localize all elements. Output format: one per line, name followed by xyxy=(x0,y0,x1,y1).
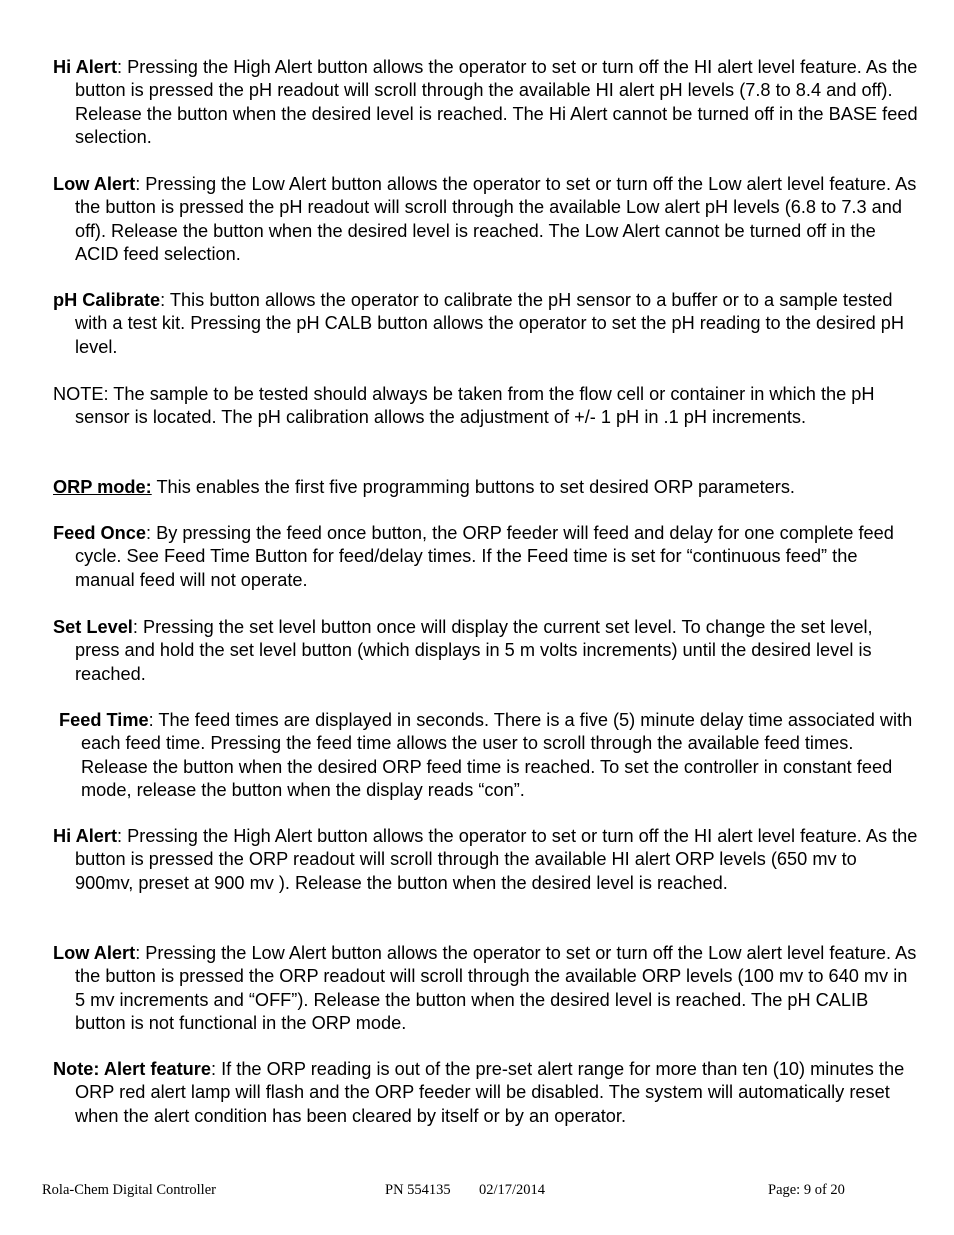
paragraph-text: Pressing the High Alert button allows the operator to set or turn off the HI alert level feature. As the button is pressed the ORP readout will scroll through the available HI alert ORP levels (650 mv to 900mv, preset at 900 mv ). Release the button when the desired level is reached. xyxy=(75,826,918,893)
feed-time-paragraph xyxy=(59,709,920,802)
term-separator: : xyxy=(135,174,146,194)
orp-mode-paragraph xyxy=(53,476,920,499)
term-separator: : xyxy=(211,1059,222,1079)
paragraph-text: By pressing the feed once button, the ORP feeder will feed and delay for one complete feed cycle. See Feed Time Button for feed/delay times. If the Feed time is set for “continuous feed” the manual feed will not operate. xyxy=(75,523,894,590)
note-sample-paragraph xyxy=(53,383,920,430)
paragraph-text: Pressing the Low Alert button allows the operator to set or turn off the Low alert level feature. As the button is pressed the ORP readout will scroll through the available ORP levels (100 mv to 640 mv in 5 mv increments and “OFF”). Release the button when the desired level is reached. The pH CALIB button is not functional in the ORP mode. xyxy=(75,943,917,1033)
paragraph-term: Feed Once xyxy=(53,523,146,543)
paragraph-term: Hi Alert xyxy=(53,57,118,77)
term-separator: : xyxy=(117,57,128,77)
paragraph-text: The feed times are displayed in seconds. There is a five (5) minute delay time associated with each feed time. Pressing the feed time allows the user to scroll through the available feed times. Release the button when the desired ORP feed time is reached. To set the controller in constant feed mode, release the button when the display reads “con”. xyxy=(81,710,913,800)
term-separator: : xyxy=(135,943,146,963)
term-separator: : xyxy=(117,826,128,846)
paragraph-text: This enables the first five programming buttons to set desired ORP parameters. xyxy=(156,477,795,497)
paragraph-text: Pressing the High Alert button allows the operator to set or turn off the HI alert level feature. As the button is pressed the pH readout will scroll through the available HI alert pH levels (7.8 to 8.4 and off). Release the button when the desired level is reached. The Hi Alert cannot be turned off in the BASE feed selection. xyxy=(75,57,918,147)
term-separator: : xyxy=(148,710,159,730)
paragraph-text: If the ORP reading is out of the pre-set alert range for more than ten (10) minutes the ORP red alert lamp will flash and the ORP feeder will be disabled. The system will automatically reset when the alert condition has been cleared by itself or by an operator. xyxy=(75,1059,905,1126)
ph-hi-alert-paragraph xyxy=(53,56,920,149)
footer-date: 02/17/2014 xyxy=(479,1182,546,1198)
term-separator: : xyxy=(146,523,157,543)
paragraph-text: NOTE: The sample to be tested should always be taken from the flow cell or container in which the pH sensor is located. The pH calibration allows the adjustment of +/- 1 pH in .1 pH increments. xyxy=(53,384,875,428)
ph-calibrate-paragraph xyxy=(53,289,920,359)
note-alert-feature-paragraph xyxy=(53,1058,920,1128)
footer-part-number: PN 554135 xyxy=(385,1182,451,1198)
term-separator: : xyxy=(132,617,143,637)
footer-page-number: Page: 9 of 20 xyxy=(768,1182,845,1198)
paragraph-term: Hi Alert xyxy=(53,826,118,846)
footer-title: Rola-Chem Digital Controller xyxy=(42,1182,216,1198)
paragraph-term: ORP mode: xyxy=(53,477,152,497)
paragraph-term: Set Level xyxy=(53,617,133,637)
paragraph-text: Pressing the set level button once will display the current set level. To change the set level, press and hold the set level button (which displays in 5 m volts increments) until the desired level is reached. xyxy=(75,617,873,684)
term-separator: : xyxy=(160,290,170,310)
orp-low-alert-paragraph xyxy=(53,942,920,1035)
feed-once-paragraph xyxy=(53,522,920,592)
paragraph-text: Pressing the Low Alert button allows the operator to set or turn off the Low alert level feature. As the button is pressed the pH readout will scroll through the available Low alert pH levels (6.8 to 7.3 and off). Release the button when the desired level is reached. The Low Alert cannot be turned off in the ACID feed selection. xyxy=(75,174,917,264)
set-level-paragraph xyxy=(53,616,920,686)
paragraph-term: Low Alert xyxy=(53,174,136,194)
paragraph-text: This button allows the operator to calibrate the pH sensor to a buffer or to a sample tested with a test kit. Pressing the pH CALB button allows the operator to set the pH reading to the desired pH level. xyxy=(75,290,904,357)
orp-hi-alert-paragraph xyxy=(53,825,920,895)
ph-low-alert-paragraph xyxy=(53,173,920,266)
paragraph-term: Feed Time xyxy=(59,710,149,730)
paragraph-term: Low Alert xyxy=(53,943,136,963)
paragraph-term: Note: Alert feature xyxy=(53,1059,211,1079)
paragraph-term: pH Calibrate xyxy=(53,290,161,310)
